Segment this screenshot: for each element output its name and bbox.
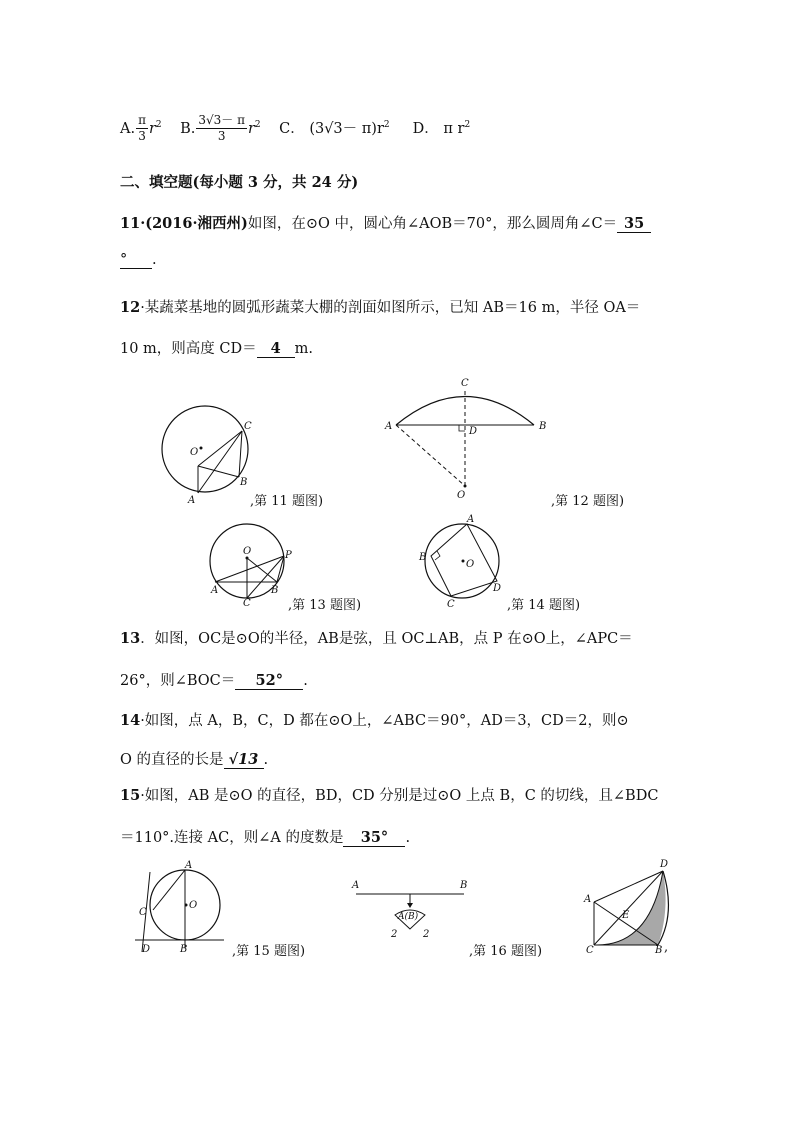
figure-11 xyxy=(158,405,258,505)
caption-17: , xyxy=(664,940,669,955)
question-12: 12·某蔬菜基地的圆弧形蔬菜大棚的剖面如图所示，已知 AB＝16 m，半径 OA＝ xyxy=(120,299,641,316)
figure-16 xyxy=(350,875,480,950)
fig15-label-d: D xyxy=(142,944,151,955)
option-b: B. $\frac{3√3- \pi}{3}$ $r^2$ xyxy=(180,113,261,143)
fig11-label-b: B xyxy=(240,477,248,488)
caption-13: ,第 13 题图) xyxy=(288,598,362,613)
fig16-label-ab: A(B) xyxy=(398,912,419,922)
answer-14: √13 xyxy=(224,751,264,769)
options-row xyxy=(120,113,470,144)
fig13-label-o: O xyxy=(243,546,252,557)
fig16-label-a: A xyxy=(352,880,360,891)
fig15-label-o: O xyxy=(189,900,198,911)
fig17-label-d: D xyxy=(660,859,669,870)
caption-12: ,第 12 题图) xyxy=(551,494,625,509)
question-12-line2: 10 m，则高度 CD＝ 4 m. xyxy=(120,340,313,357)
figure-17 xyxy=(578,856,678,956)
fig13-label-b: B xyxy=(271,585,279,596)
fig13-label-p: P xyxy=(285,550,292,561)
fig17-label-a: A xyxy=(584,894,592,905)
fig14-label-o: O xyxy=(466,559,475,570)
fig12-label-b: B xyxy=(539,421,547,432)
question-11-line2: ° . xyxy=(120,252,157,268)
question-14-line2: O 的直径的长是 √13 . xyxy=(120,751,269,768)
fig11-label-a: A xyxy=(188,495,196,506)
figure-12 xyxy=(383,376,583,501)
caption-16: ,第 16 题图) xyxy=(469,944,543,959)
fig12-label-c: C xyxy=(461,378,469,389)
fig11-label-o: O xyxy=(190,447,199,458)
figure-14 xyxy=(415,515,515,610)
figure-15 xyxy=(128,858,238,958)
caption-14: ,第 14 题图) xyxy=(507,598,581,613)
option-c: C． $(3√3- \pi)r^2$ xyxy=(279,119,390,137)
question-13-line2: 26°，则∠BOC＝ 52° . xyxy=(120,672,308,689)
fig16-label-2-left: 2 xyxy=(391,929,398,940)
fig14-label-b: B xyxy=(419,552,427,563)
caption-15: ,第 15 题图) xyxy=(232,944,306,959)
answer-11: 35 xyxy=(617,215,651,233)
fig15-label-b: B xyxy=(180,944,188,955)
fig13-label-a: A xyxy=(211,585,219,596)
fig17-label-c: C xyxy=(586,945,594,956)
fig17-label-e: E xyxy=(622,910,630,921)
question-14: 14·如图，点 A，B，C，D 都在⊙O上，∠ABC＝90°，AD＝3，CD＝2，则⊙ xyxy=(120,712,629,729)
fig13-label-c: C xyxy=(243,598,251,609)
question-13: 13．如图，OC是⊙O的半径，AB是弦，且 OC⊥AB，点 P 在⊙O上，∠APC＝ xyxy=(120,630,633,647)
option-d: D． π $r^2$ xyxy=(412,119,471,137)
fig12-label-a: A xyxy=(385,421,393,432)
fig14-label-d: D xyxy=(493,583,502,594)
fig15-label-c: C xyxy=(139,907,147,918)
question-15-line2: ＝110°.连接 AC，则∠A 的度数是 35° . xyxy=(120,829,411,846)
fig15-label-a: A xyxy=(185,860,193,871)
question-15: 15·如图，AB 是⊙O 的直径，BD，CD 分别是过⊙O 上点 B，C 的切线，且∠BDC xyxy=(120,787,659,804)
answer-15: 35° xyxy=(343,829,405,847)
fig16-label-b: B xyxy=(460,880,468,891)
fig11-label-c: C xyxy=(244,421,252,432)
fig17-label-b: B xyxy=(655,945,663,956)
section-title: 二、填空题(每小题 3 分，共 24 分) xyxy=(120,174,359,191)
fig12-label-d: D xyxy=(469,426,478,437)
fig14-label-c: C xyxy=(447,599,455,610)
fig16-label-2-right: 2 xyxy=(423,929,430,940)
fig12-label-o: O xyxy=(457,490,466,501)
caption-11: ,第 11 题图) xyxy=(250,494,324,509)
option-a: A. $\frac{\pi}{3}$ $r^2$ xyxy=(120,113,162,143)
question-11: 11·(2016·湘西州)如图，在⊙O 中，圆心角∠AOB＝70°，那么圆周角∠C＝ 35 xyxy=(120,212,651,233)
answer-13: 52° xyxy=(235,672,303,690)
fig14-label-a: A xyxy=(467,514,475,525)
answer-12: 4 xyxy=(257,340,295,358)
